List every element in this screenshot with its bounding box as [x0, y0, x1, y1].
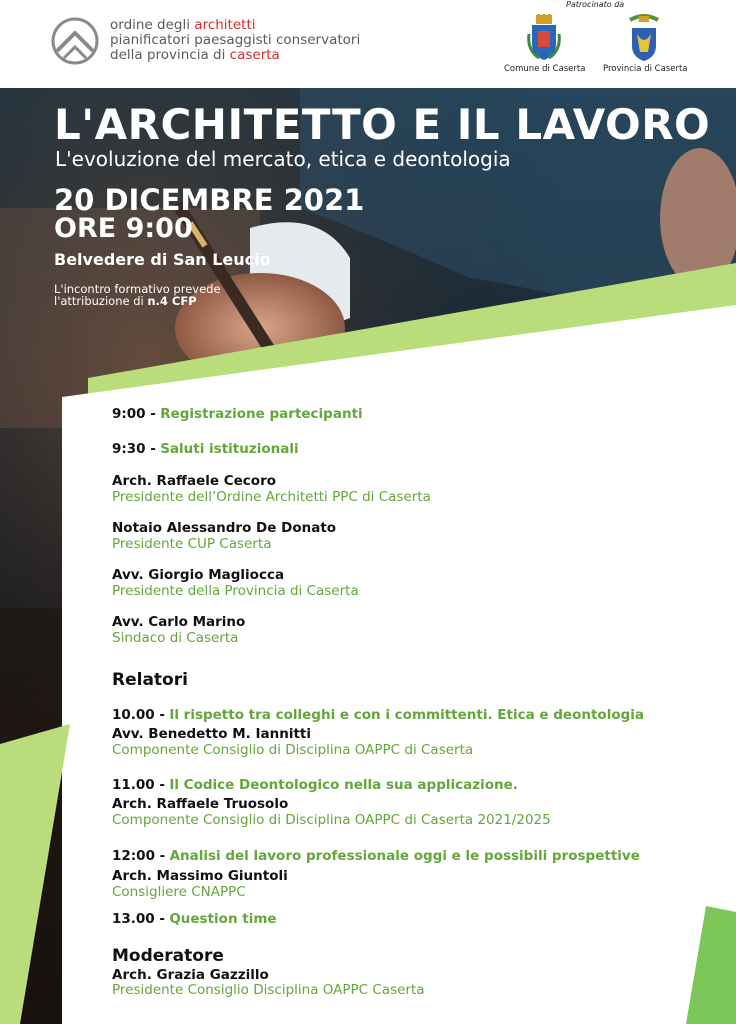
- talk-title: 10.00 - Il rispetto tra colleghi e con i committenti. Etica e deontologia: [112, 707, 644, 723]
- speaker-name: Arch. Massimo Giuntoli: [112, 868, 288, 884]
- moderator-heading: Moderatore: [112, 946, 224, 966]
- speaker-name: Avv. Benedetto M. Iannitti: [112, 726, 311, 742]
- schedule-item: 13.00 - Question time: [112, 911, 277, 927]
- greeting-role: Presidente CUP Caserta: [112, 536, 272, 552]
- page-title: L'ARCHITETTO E IL LAVORO: [54, 100, 711, 149]
- schedule-item: 9:30 - Saluti istituzionali: [112, 441, 299, 457]
- green-left-triangle: [0, 724, 70, 1024]
- org-name: ordine degli architetti pianificatori paesaggisti conservatori della provincia di caserta: [110, 17, 361, 63]
- event-venue: Belvedere di San Leucio: [54, 250, 271, 269]
- speakers-heading: Relatori: [112, 670, 188, 690]
- provincia-label: Provincia di Caserta: [603, 64, 688, 74]
- speaker-name: Arch. Raffaele Truosolo: [112, 796, 289, 812]
- patron-label: Patrocinato da: [566, 0, 625, 9]
- moderator-name: Arch. Grazia Gazzillo: [112, 967, 269, 983]
- greeting-name: Avv. Giorgio Magliocca: [112, 567, 285, 583]
- moderator-role: Presidente Consiglio Disciplina OAPPC Caserta: [112, 982, 425, 998]
- greeting-name: Avv. Carlo Marino: [112, 614, 246, 630]
- event-date: 20 DICEMBRE 2021: [54, 183, 365, 217]
- comune-label: Comune di Caserta: [504, 64, 586, 74]
- greeting-role: Sindaco di Caserta: [112, 630, 239, 646]
- talk-title: 11.00 - Il Codice Deontologico nella sua applicazione.: [112, 777, 518, 793]
- speaker-role: Componente Consiglio di Disciplina OAPPC di Caserta 2021/2025: [112, 812, 551, 828]
- event-time: ORE 9:00: [54, 213, 193, 244]
- greeting-role: Presidente dell’Ordine Architetti PPC di Caserta: [112, 489, 431, 505]
- greeting-name: Notaio Alessandro De Donato: [112, 520, 337, 536]
- speaker-role: Consigliere CNAPPC: [112, 884, 246, 900]
- greeting-name: Arch. Raffaele Cecoro: [112, 473, 277, 489]
- cfp-note: L'incontro formativo prevede l'attribuzione di n.4 CFP: [54, 282, 221, 308]
- schedule-item: 9:00 - Registrazione partecipanti: [112, 406, 363, 422]
- subtitle: L'evoluzione del mercato, etica e deontologia: [55, 147, 511, 171]
- talk-title: 12:00 - Analisi del lavoro professionale oggi e le possibili prospettive: [112, 848, 640, 864]
- greeting-role: Presidente della Provincia di Caserta: [112, 583, 359, 599]
- speaker-role: Componente Consiglio di Disciplina OAPPC di Caserta: [112, 742, 474, 758]
